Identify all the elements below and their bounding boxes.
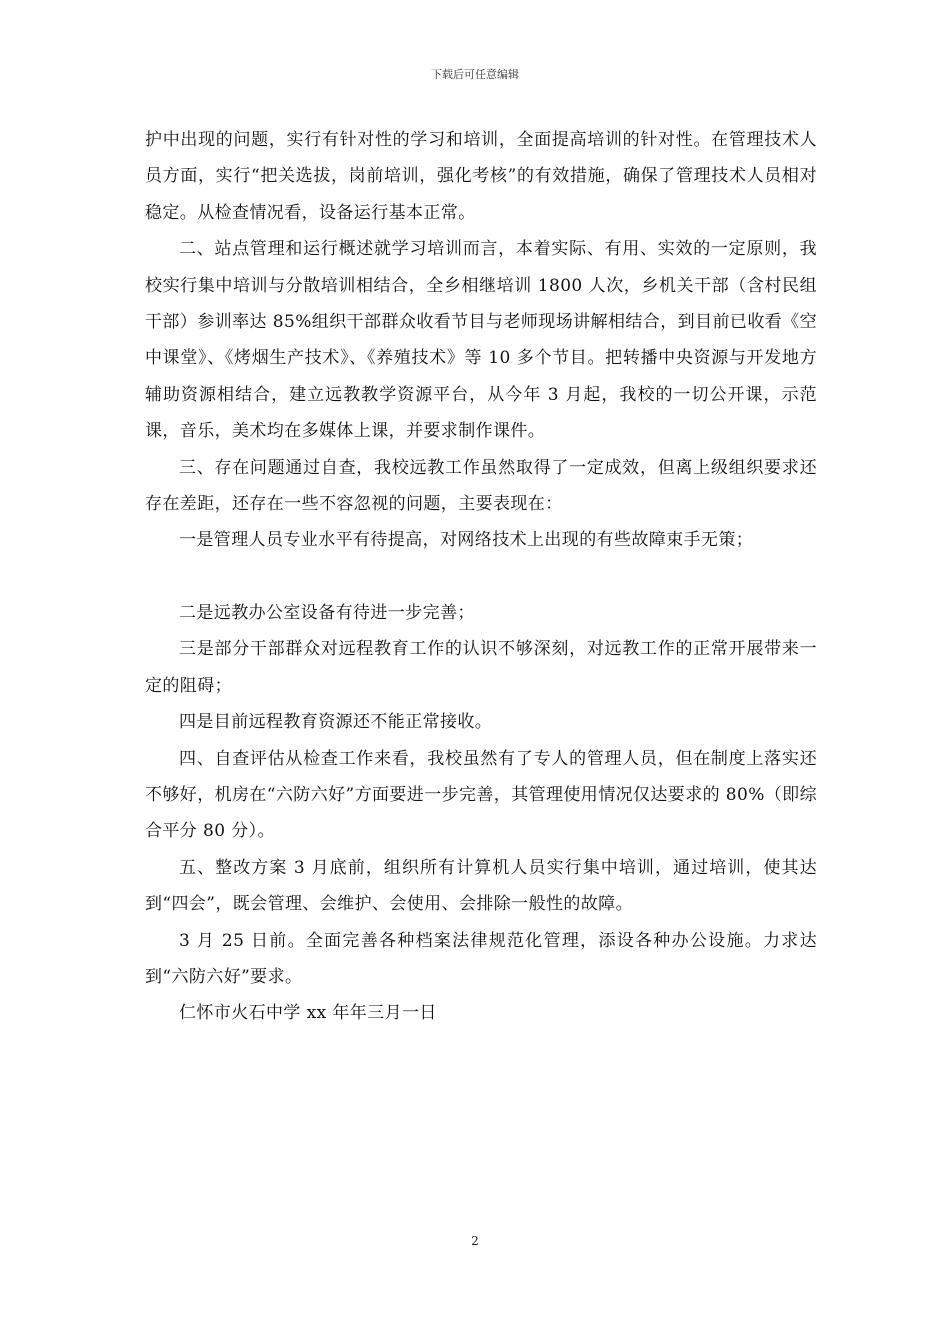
document-body: [145, 122, 817, 1032]
paragraph-section-three: 三、存在问题通过自查，我校远教工作虽然取得了一定成效，但离上级组织要求还存在差距，还存在一些不容忽视的问题，主要表现在：: [145, 457, 817, 515]
paragraph-deadline: 3 月 25 日前。全面完善各种档案法律规范化管理，添设各种办公设施。力求达到“六防六好”要求。: [145, 930, 817, 987]
paragraph-issue-one: 一是管理人员专业水平有待提高，对网络技术上出现的有些故障束手无策；: [179, 530, 754, 551]
paragraph-issue-two: 二是远教办公室设备有待进一步完善；: [179, 602, 475, 623]
paragraph-issue-three: 三是部分干部群众对远程教育工作的认识不够深刻，对远教工作的正常开展带来一定的阻碍；: [145, 639, 817, 696]
paragraph-issue-four: 四是目前远程教育资源还不能正常接收。: [179, 712, 493, 733]
paragraph-section-two: 二、站点管理和运行概述就学习培训而言，本着实际、有用、实效的一定原则，我校实行集中培训与分散培训相结合，全乡相继培训 1800 人次，乡机关干部（含村民组干部）参训率达 85%组织干部群众收看节目与老师现场讲解相结合，到目前已收看《空中课堂》、《烤烟生产技术》、《养殖技术》等 10 多个节目。把转播中央资源与开发地方辅助资源相结合，建立远教教学资源平台，从今年 3 月起，我校的一切公开课，示范课，音乐，美术均在多媒体上课，并要求制作课件。: [145, 239, 817, 442]
page-header-note: 下载后可任意编辑: [431, 68, 519, 81]
paragraph-section-five: 五、整改方案 3 月底前，组织所有计算机人员实行集中培训，通过培训，使其达到“四会”，既会管理、会维护、会使用、会排除一般性的故障。: [145, 857, 817, 915]
signature-line: 仁怀市火石中学 xx 年年三月一日: [179, 1003, 437, 1024]
paragraph-continuation: 护中出现的问题，实行有针对性的学习和培训，全面提高培训的针对性。在管理技术人员方面，实行“把关选拔，岗前培训，强化考核”的有效措施，确保了管理技术人员相对稳定。从检查情况看，设备运行基本正常。: [145, 130, 817, 223]
paragraph-section-four: 四、自查评估从检查工作来看，我校虽然有了专人的管理人员，但在制度上落实还不够好，机房在“六防六好”方面要进一步完善，其管理使用情况仅达要求的 80%（即综合平分 80 分）。: [145, 748, 817, 842]
page-number: 2: [471, 1234, 479, 1248]
